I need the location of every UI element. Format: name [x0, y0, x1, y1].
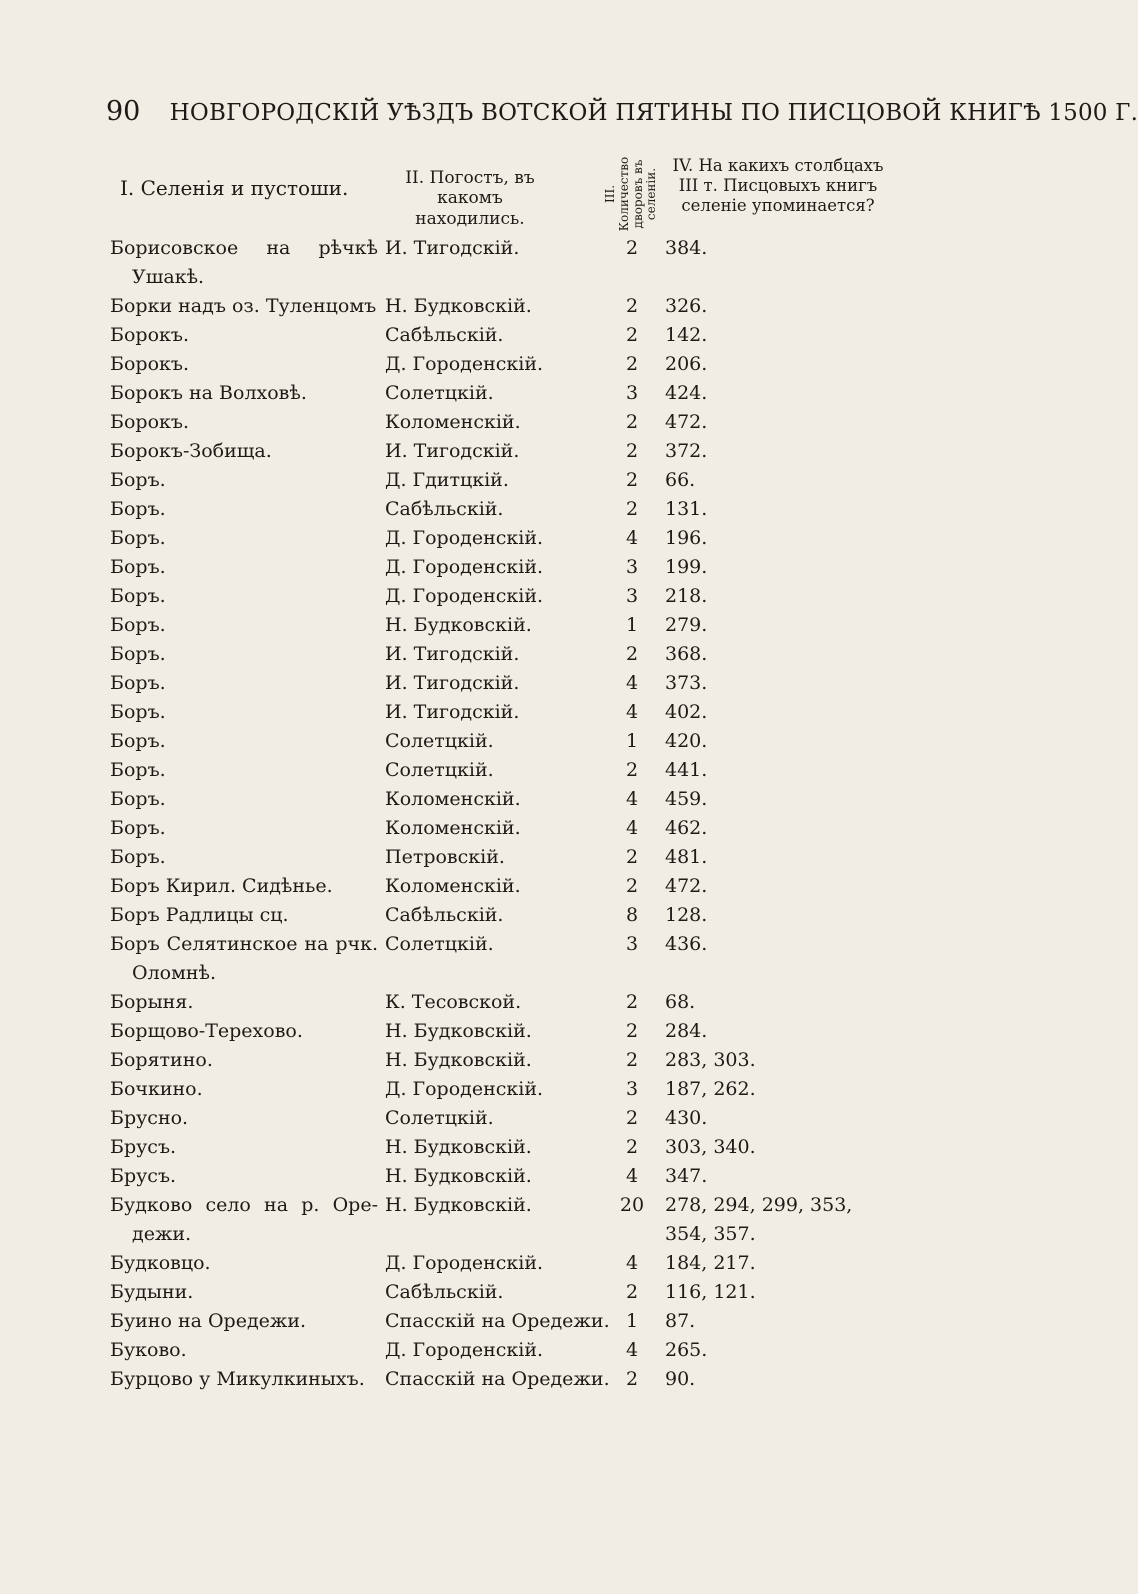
- column-references-cell: [665, 930, 925, 959]
- table-row: [110, 901, 890, 930]
- table-row: [110, 466, 890, 495]
- settlement-name-line: [110, 234, 378, 263]
- settlement-name-cell: [110, 872, 378, 901]
- household-count-cell: 2: [625, 469, 639, 491]
- settlement-name: Боръ.: [110, 788, 166, 810]
- column-references-cell: [665, 321, 925, 350]
- settlement-name-cell: [110, 727, 378, 756]
- column-references: 430.: [665, 1107, 708, 1129]
- table-row: [110, 1162, 890, 1191]
- settlement-name-cell: [110, 1075, 378, 1104]
- household-count-cell: 2: [625, 1281, 639, 1303]
- column-references: 199.: [665, 556, 708, 578]
- settlement-name: Борокъ.: [110, 411, 190, 433]
- settlement-name: Боръ.: [110, 556, 166, 578]
- settlement-name-cell: [110, 698, 378, 727]
- settlement-name-cell: [110, 1278, 378, 1307]
- column-references: 187, 262.: [665, 1078, 756, 1100]
- pogost-cell: Сабѣльскій.: [385, 324, 504, 346]
- column-references: 68.: [665, 991, 696, 1013]
- column-references-cell: [665, 350, 925, 379]
- household-count-cell: 3: [625, 556, 639, 578]
- settlement-name-continuation: дежи.: [132, 1223, 192, 1245]
- column-references: 265.: [665, 1339, 708, 1361]
- pogost-cell: И. Тигодскій.: [385, 440, 520, 462]
- column-references: 481.: [665, 846, 708, 868]
- column-references-cell: [665, 437, 925, 466]
- column-references: 303, 340.: [665, 1136, 756, 1158]
- pogost-cell: Д. Городенскій.: [385, 1252, 544, 1274]
- settlement-name-line: [110, 1191, 378, 1220]
- column-references: 384.: [665, 237, 708, 259]
- column-references: 472.: [665, 875, 708, 897]
- settlement-name: Боръ.: [110, 817, 166, 839]
- settlement-name: Борокъ на Волховѣ.: [110, 382, 307, 404]
- table-row: [110, 1104, 890, 1133]
- column-references: 368.: [665, 643, 708, 665]
- settlement-name-cell: [110, 292, 378, 321]
- table-row: [110, 698, 890, 727]
- household-count-cell: 3: [625, 382, 639, 404]
- settlement-name-cell: [110, 524, 378, 553]
- household-count-cell: 1: [625, 614, 639, 636]
- pogost-cell: Н. Будковскій.: [385, 1165, 532, 1187]
- settlement-name: Будковцо.: [110, 1252, 211, 1274]
- column-references-cell: [665, 292, 925, 321]
- settlement-name-cell: [110, 1191, 378, 1249]
- settlement-name-cell: [110, 1162, 378, 1191]
- settlement-name: Борокъ-Зобища.: [110, 440, 272, 462]
- pogost-cell: Солетцкій.: [385, 759, 494, 781]
- column-references-cell: [665, 234, 925, 263]
- settlement-name-cell: [110, 988, 378, 1017]
- household-count-cell: 4: [625, 527, 639, 549]
- column-references: 90.: [665, 1368, 696, 1390]
- settlement-name-cell: [110, 669, 378, 698]
- column-references: 218.: [665, 585, 708, 607]
- column-header-households: [604, 148, 666, 240]
- column-references: 128.: [665, 904, 708, 926]
- settlement-name-cell: [110, 1307, 378, 1336]
- settlement-name-line: [110, 930, 378, 959]
- column-references-cell: [665, 611, 925, 640]
- column-references-cell: [665, 1336, 925, 1365]
- household-count-cell: 2: [625, 237, 639, 259]
- page-number: 90: [106, 96, 141, 127]
- table-row: [110, 350, 890, 379]
- column-references-cell: [665, 1104, 925, 1133]
- column-references-cell: [665, 1046, 925, 1075]
- column-references-cell: [665, 1133, 925, 1162]
- column-references-cell: [665, 1365, 925, 1394]
- pogost-cell: К. Тесовской.: [385, 991, 522, 1013]
- settlement-name-cell: [110, 321, 378, 350]
- table-row: [110, 611, 890, 640]
- table-row: [110, 1017, 890, 1046]
- settlement-name: Борокъ.: [110, 324, 190, 346]
- household-count-cell: 4: [625, 1165, 639, 1187]
- table-row: [110, 785, 890, 814]
- settlement-name-cell: [110, 1365, 378, 1394]
- household-count-cell: 4: [625, 1252, 639, 1274]
- table-row: [110, 1133, 890, 1162]
- settlement-name-cell: [110, 437, 378, 466]
- column-references: 441.: [665, 759, 708, 781]
- table-row: [110, 930, 890, 988]
- household-count-cell: 4: [625, 817, 639, 839]
- pogost-cell: Солетцкій.: [385, 933, 494, 955]
- settlement-name-cell: [110, 408, 378, 437]
- column-references-cell: [665, 466, 925, 495]
- household-count-cell: 2: [625, 1107, 639, 1129]
- settlement-name: Брусъ.: [110, 1165, 177, 1187]
- pogost-cell: Коломенскій.: [385, 817, 521, 839]
- column-references: 372.: [665, 440, 708, 462]
- column-references: 284.: [665, 1020, 708, 1042]
- page-title: НОВГОРОДСКІЙ УѢЗДЪ ВОТСКОЙ ПЯТИНЫ ПО ПИСЦОВОЙ КНИГѢ 1500 Г.: [169, 100, 1138, 126]
- pogost-cell: Сабѣльскій.: [385, 498, 504, 520]
- column-header-settlements: I. Селенія и пустоши.: [120, 176, 349, 200]
- settlement-name-cell: [110, 1336, 378, 1365]
- settlement-name: Боръ.: [110, 498, 166, 520]
- settlement-name: Боръ.: [110, 701, 166, 723]
- column-references: 373.: [665, 672, 708, 694]
- household-count-cell: 4: [625, 1339, 639, 1361]
- table-row: [110, 988, 890, 1017]
- household-count-cell: 2: [625, 1368, 639, 1390]
- household-count-cell: 2: [625, 440, 639, 462]
- settlement-name-cell: [110, 495, 378, 524]
- settlement-name-cell: [110, 1046, 378, 1075]
- column-references: 196.: [665, 527, 708, 549]
- pogost-cell: Д. Городенскій.: [385, 1078, 544, 1100]
- table-row: [110, 669, 890, 698]
- settlement-name: Будыни.: [110, 1281, 194, 1303]
- settlement-name-cell: [110, 379, 378, 408]
- pogost-cell: Д. Городенскій.: [385, 585, 544, 607]
- household-count-cell: 2: [625, 353, 639, 375]
- settlement-name-cell: [110, 756, 378, 785]
- settlement-name-cell: [110, 640, 378, 669]
- household-count-cell: 2: [625, 411, 639, 433]
- table-row: [110, 1336, 890, 1365]
- table-row: [110, 814, 890, 843]
- table-row: [110, 872, 890, 901]
- table-row: [110, 1249, 890, 1278]
- settlement-name-cell: [110, 553, 378, 582]
- household-count-cell: 2: [625, 324, 639, 346]
- settlement-name: Борятино.: [110, 1049, 213, 1071]
- column-references-cell: [665, 669, 925, 698]
- settlement-name: Борки надъ оз. Туленцомъ: [110, 295, 377, 317]
- table-row: [110, 553, 890, 582]
- settlement-name: Брусъ.: [110, 1136, 177, 1158]
- pogost-cell: Солетцкій.: [385, 1107, 494, 1129]
- household-count-cell: 2: [625, 991, 639, 1013]
- column-references-cell: [665, 582, 925, 611]
- pogost-cell: И. Тигодскій.: [385, 672, 520, 694]
- settlement-name-cell: [110, 785, 378, 814]
- column-references: 116, 121.: [665, 1281, 756, 1303]
- column-references-cell: [665, 408, 925, 437]
- pogost-cell: Коломенскій.: [385, 875, 521, 897]
- column-references: 420.: [665, 730, 708, 752]
- pogost-cell: Д. Гдитцкій.: [385, 469, 509, 491]
- column-references: 424.: [665, 382, 708, 404]
- settlement-name-cell: [110, 350, 378, 379]
- running-head: [106, 96, 1138, 127]
- column-references-cell: [665, 1278, 925, 1307]
- table-row: [110, 1278, 890, 1307]
- household-count-cell: 2: [625, 1020, 639, 1042]
- column-references: 278, 294, 299, 353,: [665, 1194, 853, 1216]
- table-row: [110, 582, 890, 611]
- pogost-cell: Солетцкій.: [385, 382, 494, 404]
- household-count-cell: 2: [625, 759, 639, 781]
- column-header-pogost: II. Погостъ, въ какомъ находились.: [405, 168, 535, 229]
- settlement-name-cell: [110, 1249, 378, 1278]
- column-references-cell: [665, 495, 925, 524]
- settlement-name: Буино на Оредежи.: [110, 1310, 307, 1332]
- household-count-cell: 4: [625, 701, 639, 723]
- settlement-name: Боръ Кирил. Сидѣнье.: [110, 875, 333, 897]
- pogost-cell: Д. Городенскій.: [385, 353, 544, 375]
- pogost-cell: Д. Городенскій.: [385, 527, 544, 549]
- household-count-cell: 2: [625, 295, 639, 317]
- column-references-cell: [665, 1307, 925, 1336]
- settlement-name: Боръ.: [110, 846, 166, 868]
- settlement-name: Борщово-Терехово.: [110, 1020, 303, 1042]
- column-references: 142.: [665, 324, 708, 346]
- column-header-references: IV. На какихъ столбцахъ III т. Писцовыхъ книгъ селеніе упоминается?: [672, 156, 884, 215]
- settlement-name: Боръ.: [110, 527, 166, 549]
- pogost-cell: Петровскій.: [385, 846, 505, 868]
- settlement-name-continuation: Оломнѣ.: [132, 962, 217, 984]
- settlement-name-cell: [110, 1017, 378, 1046]
- column-references-cell: [665, 1017, 925, 1046]
- pogost-cell: Н. Будковскій.: [385, 1049, 532, 1071]
- settlement-name: Буково.: [110, 1339, 187, 1361]
- pogost-cell: Д. Городенскій.: [385, 1339, 544, 1361]
- table-row: [110, 640, 890, 669]
- column-references: 472.: [665, 411, 708, 433]
- column-references-cell: [665, 872, 925, 901]
- column-references: 436.: [665, 933, 708, 955]
- pogost-cell: Д. Городенскій.: [385, 556, 544, 578]
- column-references: 279.: [665, 614, 708, 636]
- column-references-cell: [665, 1191, 925, 1249]
- pogost-cell: Коломенскій.: [385, 411, 521, 433]
- settlement-name-cell: [110, 234, 378, 292]
- table-row: [110, 1365, 890, 1394]
- settlement-name: Боръ.: [110, 614, 166, 636]
- settlement-name: Бочкино.: [110, 1078, 203, 1100]
- household-count-cell: 3: [625, 933, 639, 955]
- pogost-cell: Н. Будковскій.: [385, 1194, 532, 1216]
- settlement-name-cell: [110, 930, 378, 988]
- column-references-cell: [665, 640, 925, 669]
- settlement-name-cell: [110, 582, 378, 611]
- column-references-cell: [665, 379, 925, 408]
- household-count-cell: 4: [625, 672, 639, 694]
- settlement-name-continuation: Ушакѣ.: [132, 266, 205, 288]
- settlement-name-cell: [110, 466, 378, 495]
- pogost-cell: Сабѣльскій.: [385, 1281, 504, 1303]
- household-count-cell: 1: [625, 730, 639, 752]
- table-row: [110, 437, 890, 466]
- pogost-cell: Солетцкій.: [385, 730, 494, 752]
- table-row: [110, 1046, 890, 1075]
- pogost-cell: Коломенскій.: [385, 788, 521, 810]
- household-count-cell: 2: [625, 498, 639, 520]
- settlement-name: Борыня.: [110, 991, 194, 1013]
- table-row: [110, 495, 890, 524]
- column-references: 459.: [665, 788, 708, 810]
- settlement-name-cell: [110, 1133, 378, 1162]
- table-row: [110, 843, 890, 872]
- table-row: [110, 1075, 890, 1104]
- household-count-cell: 3: [625, 1078, 639, 1100]
- household-count-cell: 2: [625, 846, 639, 868]
- column-references-cell: [665, 1162, 925, 1191]
- household-count-cell: 1: [625, 1310, 639, 1332]
- column-references: 326.: [665, 295, 708, 317]
- settlement-name: Брусно.: [110, 1107, 189, 1129]
- column-references: 347.: [665, 1165, 708, 1187]
- pogost-cell: Спасскій на Оредежи.: [385, 1310, 610, 1332]
- settlement-name-cell: [110, 843, 378, 872]
- settlement-name: Боръ.: [110, 759, 166, 781]
- column-references: 402.: [665, 701, 708, 723]
- pogost-cell: Н. Будковскій.: [385, 614, 532, 636]
- pogost-cell: И. Тигодскій.: [385, 701, 520, 723]
- column-references: 87.: [665, 1310, 696, 1332]
- column-references: 462.: [665, 817, 708, 839]
- settlement-name-cell: [110, 611, 378, 640]
- table-row: [110, 1191, 890, 1249]
- pogost-cell: Сабѣльскій.: [385, 904, 504, 926]
- pogost-cell: Спасскій на Оредежи.: [385, 1368, 610, 1390]
- settlement-name-cell: [110, 814, 378, 843]
- column-references-cell: [665, 843, 925, 872]
- household-count-cell: 4: [625, 788, 639, 810]
- settlement-name: Борисовское на рѣчкѣ: [110, 237, 378, 259]
- column-references-cell: [665, 814, 925, 843]
- household-count-cell: 2: [625, 875, 639, 897]
- settlement-name: Боръ Селятинское на рчк.: [110, 933, 378, 955]
- household-count-cell: 3: [625, 585, 639, 607]
- table-row: [110, 292, 890, 321]
- table-row: [110, 756, 890, 785]
- column-references: 184, 217.: [665, 1252, 756, 1274]
- household-count-cell: 8: [625, 904, 639, 926]
- settlement-name: Будково село на р. Оре-: [110, 1194, 378, 1216]
- household-count-cell: 2: [625, 1136, 639, 1158]
- column-references: 131.: [665, 498, 708, 520]
- column-references-cell: [665, 1249, 925, 1278]
- table-row: [110, 408, 890, 437]
- household-count-cell: 2: [625, 643, 639, 665]
- column-references: 206.: [665, 353, 708, 375]
- settlement-name: Бурцово у Микулкиныхъ.: [110, 1368, 365, 1390]
- pogost-cell: И. Тигодскій.: [385, 643, 520, 665]
- settlement-name: Боръ.: [110, 672, 166, 694]
- column-references-cell: [665, 901, 925, 930]
- settlement-name: Боръ.: [110, 585, 166, 607]
- settlement-name-cell: [110, 1104, 378, 1133]
- pogost-cell: Н. Будковскій.: [385, 295, 532, 317]
- column-references-continuation: 354, 357.: [665, 1223, 756, 1245]
- pogost-cell: Н. Будковскій.: [385, 1020, 532, 1042]
- table-row: [110, 321, 890, 350]
- pogost-cell: Н. Будковскій.: [385, 1136, 532, 1158]
- table-row: [110, 727, 890, 756]
- column-references-cell: [665, 785, 925, 814]
- column-references-cell: [665, 756, 925, 785]
- settlement-table: [110, 234, 890, 1394]
- settlement-name-cell: [110, 901, 378, 930]
- settlement-name: Боръ Радлицы сц.: [110, 904, 289, 926]
- household-count-cell: 2: [625, 1049, 639, 1071]
- table-row: [110, 1307, 890, 1336]
- table-row: [110, 379, 890, 408]
- column-references-cell: [665, 727, 925, 756]
- settlement-name: Борокъ.: [110, 353, 190, 375]
- column-references-cell: [665, 524, 925, 553]
- column-references-cell: [665, 1075, 925, 1104]
- table-row: [110, 234, 890, 292]
- column-references-cell: [665, 988, 925, 1017]
- household-count-cell: 20: [619, 1194, 645, 1216]
- column-header-households-text: III. Количество дворовъ въ селеніи.: [603, 156, 659, 232]
- column-references: 283, 303.: [665, 1049, 756, 1071]
- pogost-cell: И. Тигодскій.: [385, 237, 520, 259]
- settlement-name: Боръ.: [110, 469, 166, 491]
- column-references: 66.: [665, 469, 696, 491]
- settlement-name: Боръ.: [110, 643, 166, 665]
- column-references-cell: [665, 698, 925, 727]
- table-row: [110, 524, 890, 553]
- settlement-name: Боръ.: [110, 730, 166, 752]
- column-references-cell: [665, 553, 925, 582]
